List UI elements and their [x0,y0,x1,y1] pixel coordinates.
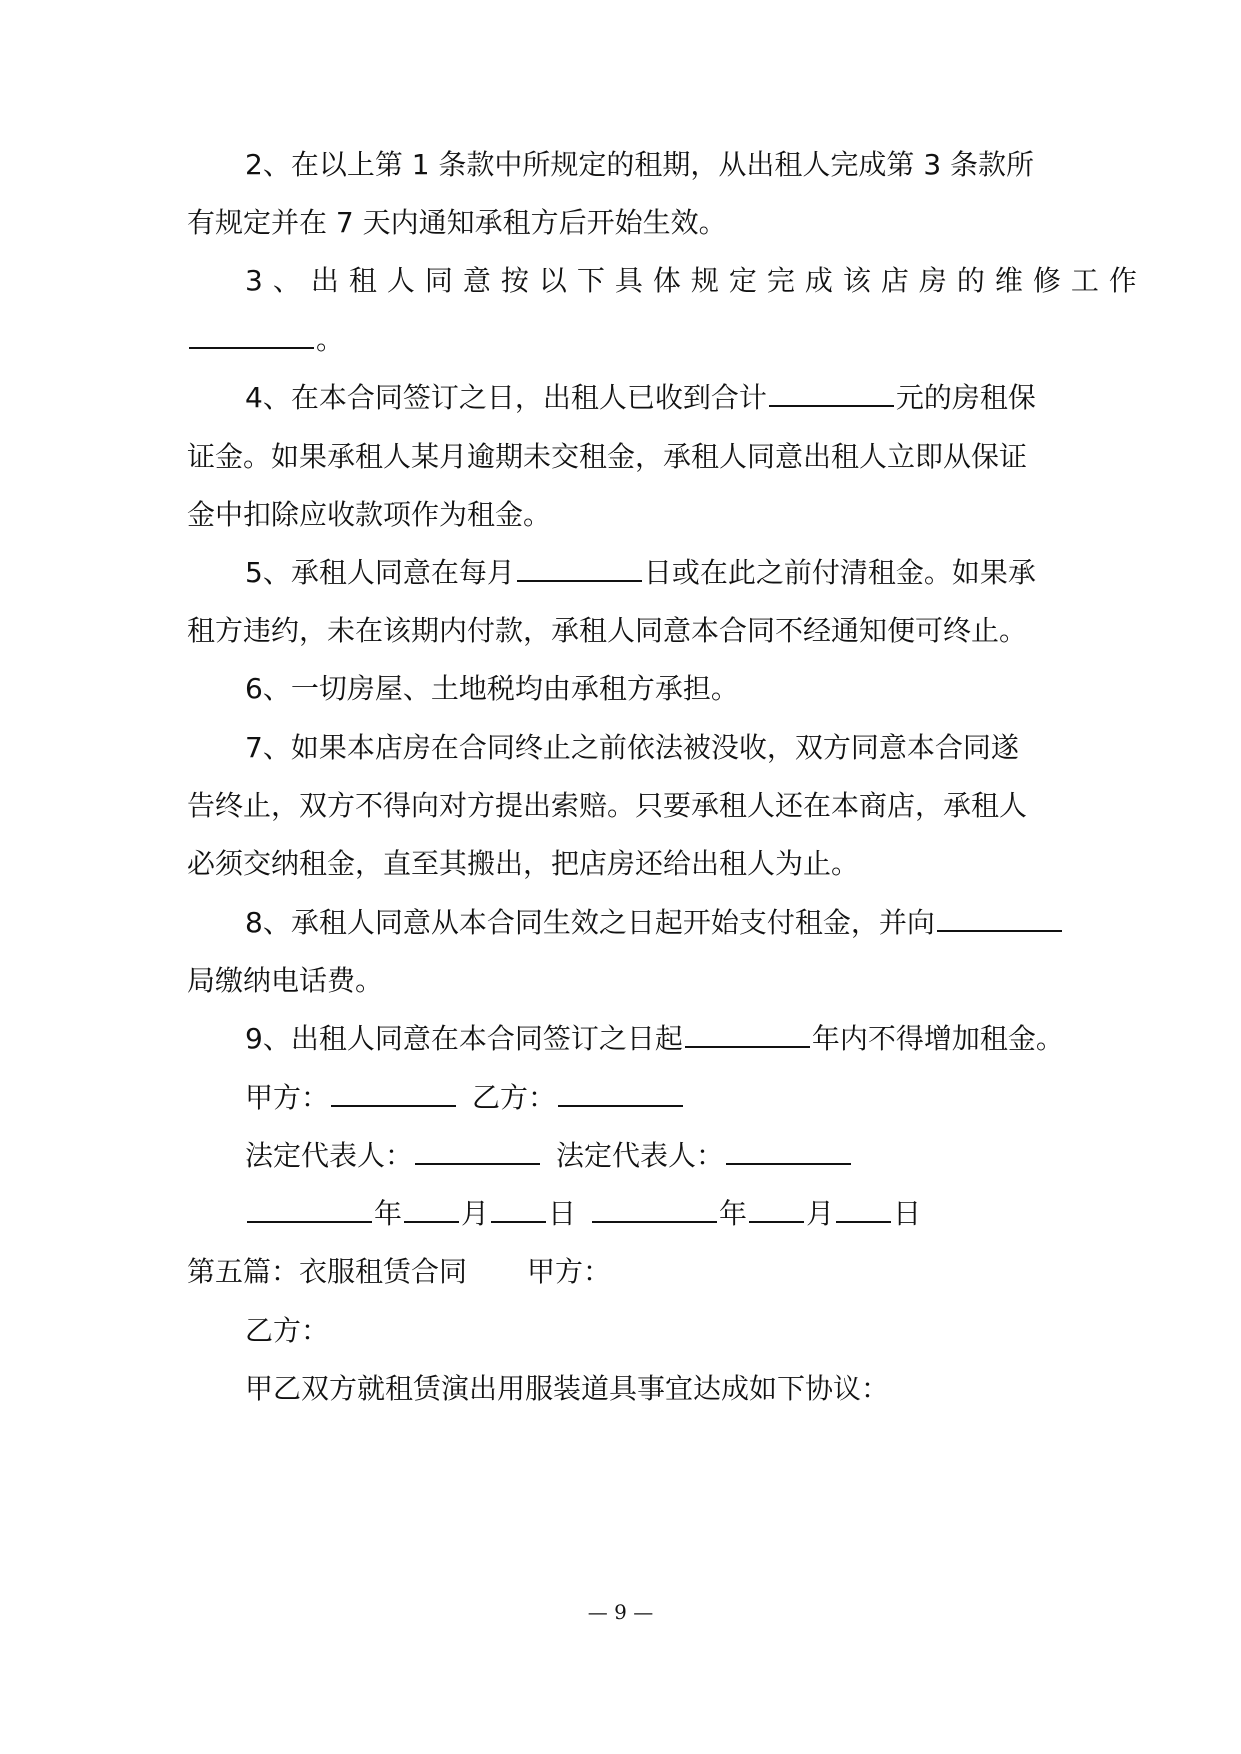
party-a-label: 甲方： [245,1081,330,1114]
clause-6: 6、一切房屋、土地税均由承租方承担。 [245,672,739,705]
clause-5-text-b: 日或在此之前付清租金。如果承 [643,556,1036,589]
section-5-intro: 甲乙双方就租赁演出用服装道具事宜达成如下协议： [245,1372,890,1405]
clause-4-text-a: 4、在本合同签订之日，出租人已收到合计 [245,381,767,414]
section-5-party-b: 乙方： [245,1314,330,1347]
section-5-heading [187,1240,1047,1304]
clause-9-text-a: 9、出租人同意在本合同签订之日起 [245,1022,683,1055]
legal-rep-a-label: 法定代表人： [245,1139,414,1172]
page-number: — 9 — [587,1600,654,1624]
signature-legal-reps [187,1124,1047,1188]
blank-line [749,1220,804,1223]
clause-4-line-2: 证金。如果承租人某月逾期未交租金，承租人同意出租人立即从保证 [187,440,1028,473]
year-label: 年 [719,1197,748,1230]
blank-line [189,346,314,349]
clause-4-text-b: 元的房租保 [895,381,1036,414]
blank-line [685,1045,810,1048]
legal-rep-b-label: 法定代表人： [556,1139,725,1172]
clause-9-text-b: 年内不得增加租金。 [811,1022,1064,1055]
blank-line [247,1220,372,1223]
clause-7-line-2: 告终止，双方不得向对方提出索赔。只要承租人还在本商店，承租人 [187,789,1028,822]
blank-line [592,1220,717,1223]
clause-3-line-2 [187,308,1047,372]
blank-line [491,1220,546,1223]
clause-7-line-1: 7、如果本店房在合同终止之前依法被没收，双方同意本合同遂 [245,731,1019,764]
signature-dates [187,1182,1047,1246]
clause-7-line-3: 必须交纳租金，直至其搬出，把店房还给出租人为止。 [187,847,860,880]
clause-2-line-1: 2、在以上第 1 条款中所规定的租期，从出租人完成第 3 条款所 [245,148,1035,181]
blank-line [415,1162,540,1165]
clause-2-line-2: 有规定并在 7 天内通知承租方后开始生效。 [187,206,727,239]
blank-line [517,579,642,582]
clause-8-text-a: 8、承租人同意从本合同生效之日起开始支付租金，并向 [245,906,935,939]
month-label: 月 [461,1197,490,1230]
signature-parties [187,1066,1047,1130]
clause-8-line-2: 局缴纳电话费。 [187,964,384,997]
clause-3-line-1: 3、出租人同意按以下具体规定完成该店房的维修工作 [245,264,1147,297]
blank-line [937,929,1062,932]
section-5-party-a: 甲方： [527,1255,612,1288]
blank-line [331,1104,456,1107]
blank-line [558,1104,683,1107]
clause-8-line-1 [187,891,1047,955]
clause-4-line-3: 金中扣除应收款项作为租金。 [187,498,552,531]
day-label: 日 [548,1197,577,1230]
clause-3-end: 。 [316,323,345,356]
blank-line [836,1220,891,1223]
clause-4-line-1 [187,366,1047,430]
blank-line [726,1162,851,1165]
party-b-label: 乙方： [472,1081,557,1114]
section-5-title: 第五篇：衣服租赁合同 [187,1255,468,1288]
clause-5-line-2: 租方违约，未在该期内付款，承租人同意本合同不经通知便可终止。 [187,614,1028,647]
blank-line [769,404,894,407]
year-label: 年 [374,1197,403,1230]
clause-5-text-a: 5、承租人同意在每月 [245,556,515,589]
blank-line [404,1220,459,1223]
clause-9 [187,1007,1064,1071]
clause-5-line-1 [187,541,1047,605]
month-label: 月 [806,1197,835,1230]
day-label: 日 [893,1197,922,1230]
